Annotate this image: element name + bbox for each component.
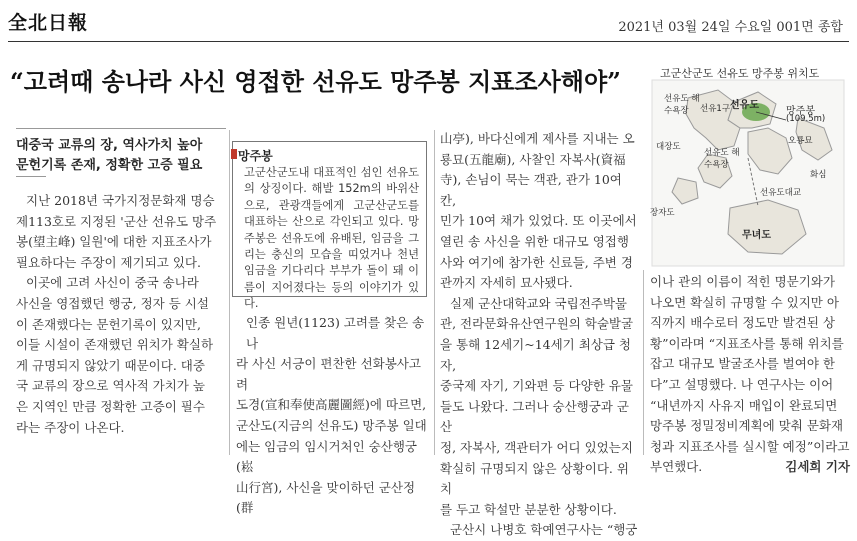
text-line-end: 부연했다.	[650, 459, 703, 475]
map-label-dongnim: 화심	[810, 170, 827, 180]
text-line: 제113호로 지정된 '군산 선유도 망주	[16, 213, 217, 229]
newspaper-logo: 全北日報	[8, 12, 89, 34]
info-box-title: 망주봉	[238, 149, 273, 163]
map-label-elevation: (109.5m)	[786, 114, 826, 124]
text-line: 룡묘(五龍廟), 사찰인 자복사(資福	[440, 151, 626, 167]
text-line: 라 사신 서긍이 편찬한 선화봉사고려	[236, 356, 421, 392]
text-line: 라는 주장이 나온다.	[16, 419, 125, 435]
text-line: 다”고 설명했다. 나 연구사는 이어	[650, 376, 834, 392]
map-label-beach-2: 선유도 해수욕장	[704, 148, 740, 170]
column-divider	[229, 130, 230, 455]
text-line: 국 교류의 장으로 역사적 가치가 높	[16, 378, 205, 394]
masthead-rule	[8, 41, 849, 42]
subhead-rule-bottom	[16, 176, 46, 177]
map-label-mangjubong: 망주봉	[786, 106, 815, 117]
article-column-3	[440, 129, 640, 541]
text-line: “내년까지 사유지 매입이 완료되면	[650, 397, 838, 413]
headline: “고려때 송나라 사신 영접한 선유도 망주봉 지표조사해야”	[10, 67, 621, 96]
map-label-muneodo: 무녀도	[742, 230, 771, 241]
text-line: 관까지 자세히 묘사됐다.	[440, 275, 573, 291]
text-line: 지난 2018년 국가지정문화재 명승	[26, 193, 215, 208]
column-divider	[434, 130, 435, 455]
text-line: 들도 나왔다. 그러나 숭산행궁과 군산	[440, 398, 629, 435]
subhead-2: 문헌기록 존재, 정확한 고증 필요	[16, 158, 203, 173]
text-line: 청과 지표조사를 실시할 예정”이라고	[650, 438, 850, 454]
map-label-sunyu-island: 선유도	[730, 100, 759, 111]
byline: 김세희 기자	[785, 459, 850, 475]
text-line: 이 존재했다는 문헌기록이 있지만,	[16, 316, 201, 332]
text-line: 군산도(지금의 선유도) 망주봉 일대	[236, 417, 427, 433]
text-line: 잡고 대규모 발굴조사를 벌여야 한	[650, 356, 835, 372]
text-line: 실제 군산대학교와 국립전주박물	[450, 295, 627, 311]
map-label-bridge: 선유도대교	[760, 188, 802, 198]
text-line: 직까지 배수로터 정도만 발견된 상	[650, 315, 835, 331]
text-line: 관, 전라문화유산연구원의 학술발굴	[440, 316, 634, 332]
info-box-text: 고군산군도내 대표적인 섬인 선유도의 상징이다. 해발 152m의 바위산으로, 관광객들에게 고군산군도를 대표하는 산으로 각인되고 있다. 망주봉은 선유도에 유배된, 임금을 그리는 충신의 모습을 띠었거나 천년 임금을 기다리다 부부가 돌이 돼 이름이 지어졌다는 등의 이야기가 있다.	[244, 166, 419, 311]
text-line: 이곳에 고려 사신이 중국 송나라	[26, 275, 199, 291]
text-line: 봉(望主峰) 일원'에 대한 지표조사가	[16, 234, 212, 250]
text-line: 정, 자복사, 객관터가 어디 있었는지	[440, 439, 633, 455]
map-label-beach: 선유도 해수욕장	[664, 94, 700, 116]
text-line: 중국제 자기, 기와편 등 다양한 유물	[440, 378, 633, 394]
text-line: 망주봉 정밀정비계획에 맞춰 문화재	[650, 418, 844, 434]
article-column-1	[16, 191, 226, 438]
map-label-hall: 오룡묘	[788, 136, 813, 146]
text-line: 이나 관의 이름이 적힌 명문기와가	[650, 274, 835, 289]
text-line: 필요하다는 주장이 제기되고 있다.	[16, 254, 201, 270]
text-line: 를 두고 학설만 분분한 상황이다.	[440, 501, 617, 517]
text-line: 군산시 나병호 학예연구사는 “행궁	[450, 522, 638, 538]
dateline: 2021년 03월 24일 수요일 001면 종합	[618, 20, 843, 35]
text-line: 인종 원년(1123) 고려를 찾은 송나	[246, 315, 425, 351]
text-line: 도경(宣和奉使高麗圖經)에 따르면,	[236, 397, 427, 413]
article-column-4	[650, 272, 850, 478]
text-line: 山亭), 바다신에게 제사를 지내는 오	[440, 131, 635, 146]
text-line	[650, 457, 850, 478]
map-label-daejangdo: 대장도	[656, 142, 681, 152]
text-line: 열린 송 사신을 위한 대규모 영접행	[440, 233, 629, 249]
text-line: 이들 시설이 존재했던 위치가 확실하	[16, 337, 214, 353]
info-box-marker	[231, 149, 237, 159]
text-line: 게 규명되지 않았기 때문이다. 대중	[16, 357, 205, 373]
text-line: 에는 임금의 임시거처인 숭산행궁(崧	[236, 438, 417, 475]
subhead-1: 대중국 교류의 장, 역사가치 높아	[16, 138, 203, 153]
text-line: 山行宮), 사신을 맞이하던 군산정(群	[236, 479, 416, 516]
article-column-2	[236, 313, 432, 519]
text-line: 확실히 규명되지 않은 상황이다. 위치	[440, 460, 629, 497]
text-line: 사와 여기에 참가한 신료들, 주변 경	[440, 254, 633, 270]
subhead-rule-top	[16, 128, 226, 129]
map-label-jangjado: 장자도	[650, 208, 675, 218]
text-line: 민가 10여 채가 있었다. 또 이곳에서	[440, 213, 637, 229]
text-line: 은 지역인 만큼 정확한 고증이 필수	[16, 398, 205, 414]
text-line: 을 통해 12세기~14세기 최상급 청자,	[440, 336, 632, 373]
map-title: 고군산군도 선유도 망주봉 위치도	[660, 67, 820, 80]
column-divider	[643, 270, 644, 455]
text-line: 황”이라며 “지표조사를 통해 위치를	[650, 335, 844, 351]
text-line: 사신을 영접했던 행궁, 정자 등 시설	[16, 295, 209, 311]
map-label-sunyu-village: 선유1구	[700, 104, 731, 114]
text-line: 寺), 손님이 묵는 객관, 관가 10여 칸,	[440, 172, 622, 208]
text-line: 나오면 확실히 규명할 수 있지만 아	[650, 294, 839, 310]
